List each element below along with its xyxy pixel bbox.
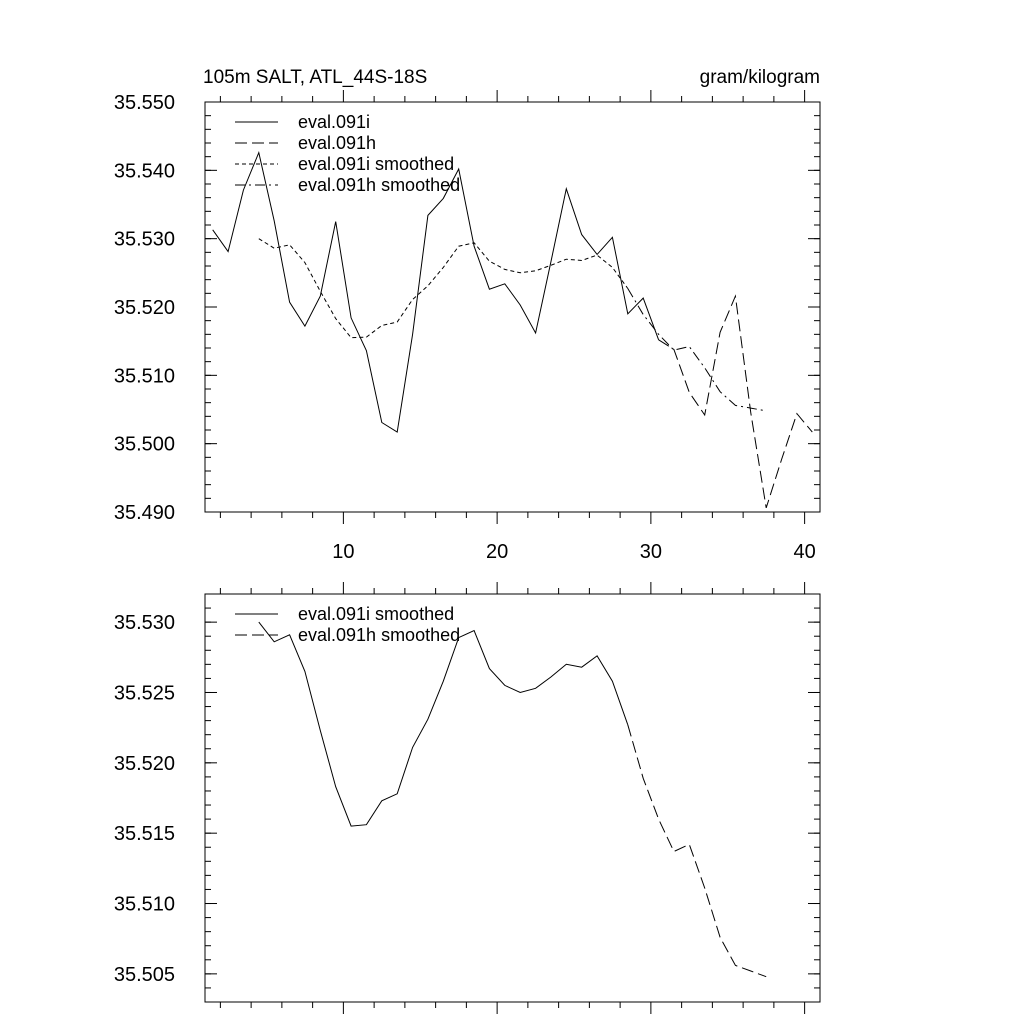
bottom-y-tick-labels bbox=[114, 612, 175, 986]
x-tick-label: 30 bbox=[639, 541, 662, 563]
legend-label: eval.091i smoothed bbox=[298, 154, 455, 174]
bottom-plot-frame bbox=[205, 594, 820, 1002]
legend-label: eval.091h smoothed bbox=[298, 625, 461, 645]
units-label: gram/kilogram bbox=[699, 67, 820, 88]
series-line-eval-091h-smoothed bbox=[628, 725, 766, 977]
x-tick-label: 40 bbox=[793, 541, 816, 563]
bottom-series-lines bbox=[259, 622, 766, 977]
figure-title: 105m SALT, ATL_44S-18S bbox=[203, 67, 428, 88]
y-tick-label: 35.540 bbox=[113, 160, 175, 183]
x-tick-label: 20 bbox=[486, 541, 509, 563]
y-tick-label: 35.530 bbox=[113, 612, 175, 635]
series-line-eval-091i-smoothed bbox=[259, 622, 628, 826]
y-tick-label: 35.515 bbox=[113, 823, 175, 846]
top-y-tick-labels bbox=[114, 92, 175, 524]
bottom-panel bbox=[114, 582, 820, 1014]
y-tick-label: 35.520 bbox=[113, 752, 175, 775]
y-tick-label: 35.510 bbox=[113, 365, 175, 388]
legend-label: eval.091i bbox=[298, 112, 371, 132]
x-tick-label: 10 bbox=[332, 541, 355, 563]
series-line-eval-091i-smoothed bbox=[259, 239, 628, 338]
y-tick-label: 35.505 bbox=[113, 963, 175, 986]
legend-label: eval.091h smoothed bbox=[298, 175, 461, 195]
top-panel bbox=[114, 90, 820, 563]
top-legend bbox=[235, 112, 460, 195]
top-x-tick-labels bbox=[332, 541, 816, 563]
top-series-lines bbox=[213, 153, 813, 508]
y-tick-label: 35.530 bbox=[113, 228, 175, 251]
y-tick-label: 35.525 bbox=[113, 682, 175, 705]
y-tick-label: 35.500 bbox=[113, 433, 175, 456]
y-tick-label: 35.490 bbox=[113, 502, 175, 524]
bottom-axis-ticks bbox=[205, 582, 820, 1014]
bottom-legend bbox=[235, 604, 460, 645]
y-tick-label: 35.510 bbox=[113, 893, 175, 916]
y-tick-label: 35.550 bbox=[113, 92, 175, 114]
legend-label: eval.091h bbox=[298, 133, 377, 153]
series-line-eval-091h-smoothed bbox=[628, 289, 766, 411]
legend-label: eval.091i smoothed bbox=[298, 604, 455, 624]
y-tick-label: 35.520 bbox=[113, 297, 175, 319]
series-line-eval-091h bbox=[659, 296, 813, 508]
